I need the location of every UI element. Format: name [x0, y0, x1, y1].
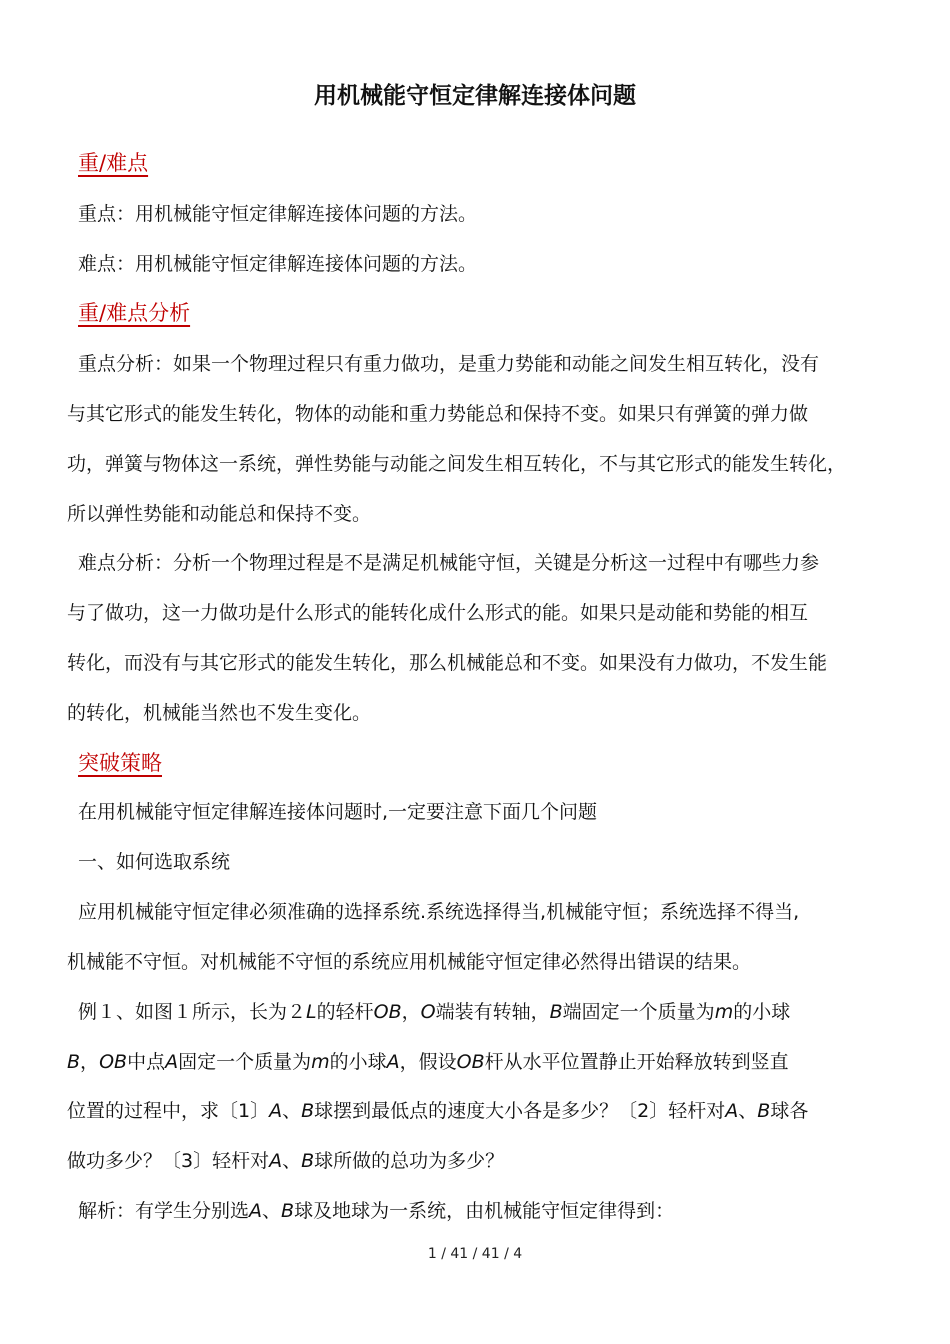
analysis-p1-line2: 与其它形式的能发生转化，物体的动能和重力势能总和保持不变。如果只有弹簧的弹力做 — [67, 403, 809, 425]
example-line1: 例１、如图１所示，长为２L的轻杆OB，O端装有转轴，B端固定一个质量为m的小球 — [78, 1001, 791, 1023]
analysis-p2-line3: 转化，而没有与其它形式的能发生转化，那么机械能总和不变。如果没有力做功，不发生能 — [67, 652, 828, 674]
example-line2: B，OB中点A固定一个质量为m的小球A，假设OB杆从水平位置静止开始释放转到竖直 — [67, 1051, 789, 1073]
strategy-p1-line2: 机械能不守恒。对机械能不守恒的系统应用机械能守恒定律必然得出错误的结果。 — [67, 951, 752, 973]
key-point-text: 重点：用机械能守恒定律解连接体问题的方法。 — [78, 203, 478, 225]
heading-strategy: 突破策略 — [78, 751, 162, 775]
hard-point-text: 难点：用机械能守恒定律解连接体问题的方法。 — [78, 253, 478, 275]
heading-analysis: 重/难点分析 — [78, 301, 191, 325]
analysis-p1-line1: 重点分析：如果一个物理过程只有重力做功，是重力势能和动能之间发生相互转化，没有 — [78, 353, 820, 375]
analysis-p2-line2: 与了做功，这一力做功是什么形式的能转化成什么形式的能。如果只是动能和势能的相互 — [67, 602, 809, 624]
strategy-sub1: 一、如何选取系统 — [78, 851, 231, 873]
page-number: 1 / 41 / 41 / 4 — [427, 1246, 523, 1262]
example-line3: 位置的过程中，求〔1〕A、B球摆到最低点的速度大小各是多少？〔2〕轻杆对A、B球各 — [67, 1100, 809, 1122]
analysis-p1-line4: 所以弹性势能和动能总和保持不变。 — [67, 503, 372, 525]
analysis-p2-line4: 的转化，机械能当然也不发生变化。 — [67, 702, 372, 724]
example-line4: 做功多少？〔3〕轻杆对A、B球所做的总功为多少？ — [67, 1150, 505, 1172]
analysis-p1-line3: 功，弹簧与物体这一系统，弹性势能与动能之间发生相互转化，不与其它形式的能发生转化， — [67, 453, 847, 475]
document-title: 用机械能守恒定律解连接体问题 — [314, 83, 636, 109]
strategy-intro: 在用机械能守恒定律解连接体问题时,一定要注意下面几个问题 — [78, 801, 598, 823]
strategy-p1-line1: 应用机械能守恒定律必须准确的选择系统.系统选择得当,机械能守恒；系统选择不得当, — [78, 901, 800, 923]
solution-line: 解析：有学生分别选A、B球及地球为一系统，由机械能守恒定律得到： — [78, 1200, 675, 1222]
analysis-p2-line1: 难点分析：分析一个物理过程是不是满足机械能守恒，关键是分析这一过程中有哪些力参 — [78, 552, 820, 574]
heading-difficulty: 重/难点 — [78, 151, 149, 175]
